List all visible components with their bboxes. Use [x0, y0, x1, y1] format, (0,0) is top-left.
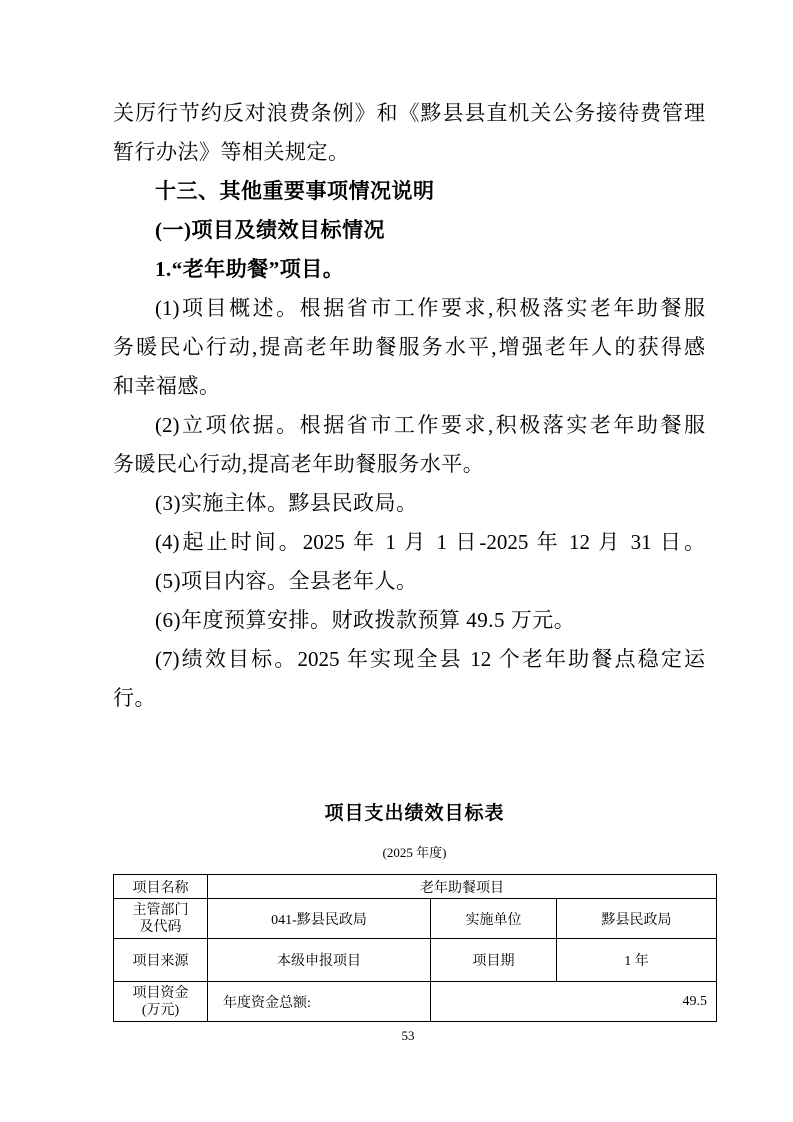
paragraph-line: (2)立项依据。根据省市工作要求,积极落实老年助餐服	[155, 413, 705, 437]
implementing-unit-value: 黟县民政局	[557, 899, 717, 939]
paragraph-line: 和幸福感。	[113, 374, 221, 398]
table-subtitle: (2025 年度)	[382, 845, 447, 860]
table-row	[114, 982, 717, 1022]
annual-funds-total-value: 49.5	[431, 982, 717, 1022]
table-title: 项目支出绩效目标表	[324, 803, 505, 824]
table-row	[114, 875, 717, 899]
paragraph-line: (1)项目概述。根据省市工作要求,积极落实老年助餐服	[155, 296, 705, 320]
paragraph-line: 关厉行节约反对浪费条例》和《黟县县直机关公务接待费管理	[113, 101, 705, 125]
department-code-value: 041-黟县民政局	[208, 899, 431, 939]
project-name-label: 项目名称	[114, 875, 208, 899]
page-number: 53	[401, 1028, 415, 1043]
project-funds-label-line2: (万元)	[141, 1002, 180, 1018]
table-row	[114, 939, 717, 982]
project-name-value: 老年助餐项目	[208, 875, 717, 899]
paragraph-line: 务暖民心行动,提高老年助餐服务水平,增强老年人的获得感	[113, 335, 705, 359]
paragraph-line: (6)年度预算安排。财政拨款预算 49.5 万元。	[155, 608, 576, 632]
section-heading-thirteen: 十三、其他重要事项情况说明	[155, 180, 435, 203]
table-row	[114, 899, 717, 939]
paragraph-line: 暂行办法》等相关规定。	[113, 140, 350, 164]
subsection-heading-one: (一)项目及绩效目标情况	[155, 218, 385, 242]
performance-goal-table	[113, 874, 717, 1022]
department-code-label	[114, 899, 208, 939]
project-heading: 1.“老年助餐”项目。	[155, 257, 345, 281]
project-funds-label-line1: 项目资金	[132, 985, 189, 1001]
department-code-label-line1: 主管部门	[132, 902, 189, 918]
paragraph-line: (3)实施主体。黟县民政局。	[155, 491, 418, 515]
paragraph-line: 务暖民心行动,提高老年助餐服务水平。	[113, 452, 485, 476]
project-source-label: 项目来源	[114, 939, 208, 982]
department-code-label-line2: 及代码	[139, 919, 182, 935]
paragraph-line: (5)项目内容。全县老年人。	[155, 569, 418, 593]
document-body	[113, 94, 705, 718]
implementing-unit-label: 实施单位	[431, 899, 557, 939]
annual-funds-total-label: 年度资金总额:	[208, 982, 431, 1022]
project-period-label: 项目期	[431, 939, 557, 982]
project-source-value: 本级申报项目	[208, 939, 431, 982]
paragraph-line: (7)绩效目标。2025 年实现全县 12 个老年助餐点稳定运	[155, 647, 705, 671]
project-funds-label	[114, 982, 208, 1022]
paragraph-line: (4)起止时间。2025 年 1 月 1 日-2025 年 12 月 31 日。	[155, 530, 705, 554]
paragraph-line: 行。	[113, 686, 156, 710]
project-period-value: 1 年	[557, 939, 717, 982]
